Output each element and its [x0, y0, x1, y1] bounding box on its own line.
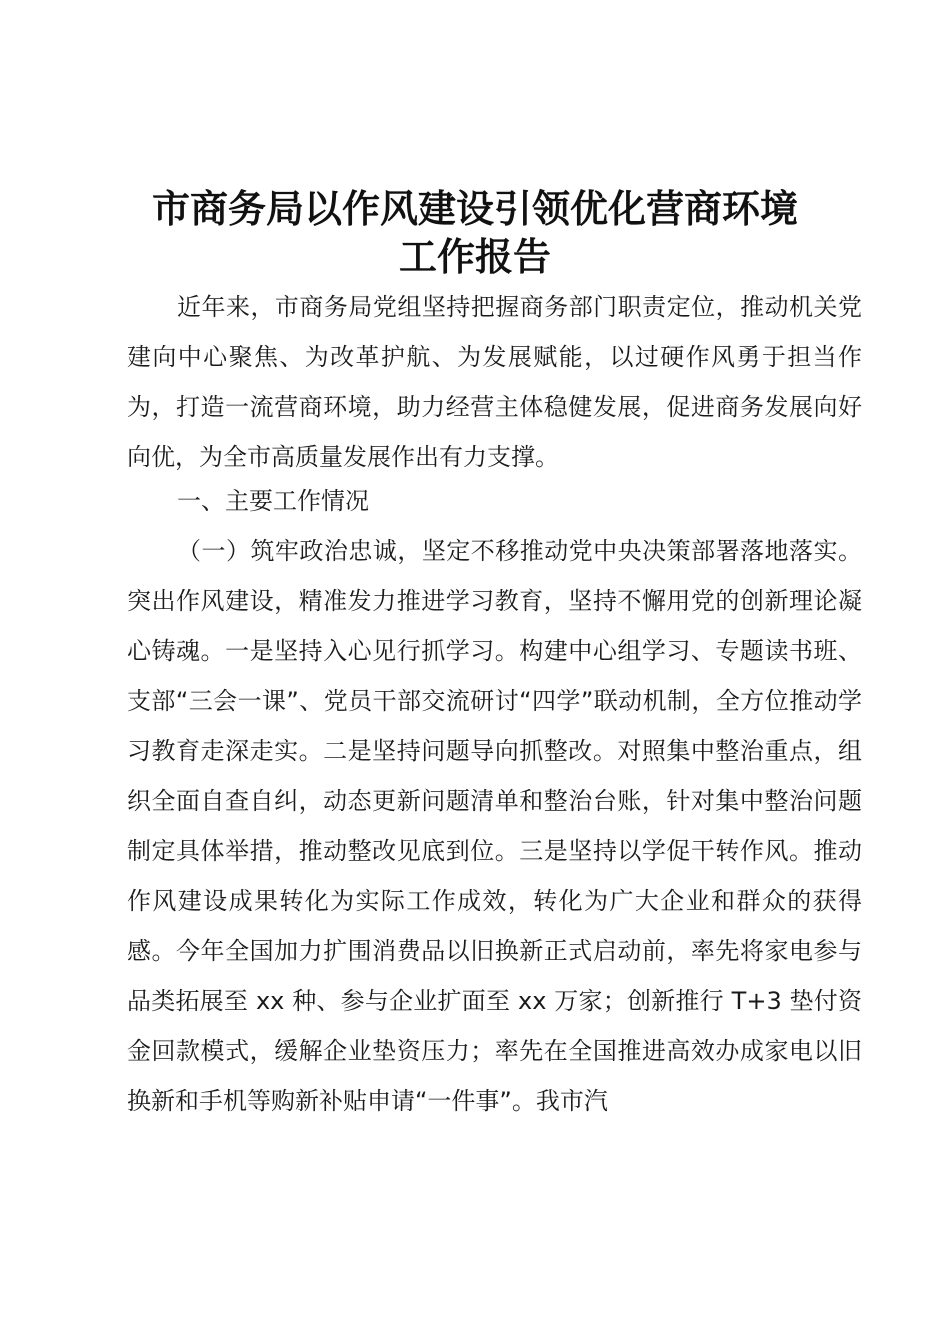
subsection-paragraph: （一）筑牢政治忠诚，坚定不移推动党中央决策部署落地落实。突出作风建设，精准发力推进学习教育，坚持不懈用党的创新理论凝心铸魂。一是坚持入心见行抓学习。构建中心组学习、专题读书班、支部“三会一课”、党员干部交流研讨“四学”联动机制，全方位推动学习教育走深走实。二是坚持问题导向抓整改。对照集中整治重点，组织全面自查自纠，动态更新问题清单和整治台账，针对集中整治问题制定具体举措，推动整改见底到位。三是坚持以学促干转作风。推动作风建设成果转化为实际工作成效，转化为广大企业和群众的获得感。今年全国加力扩围消费品以旧换新正式启动前，率先将家电参与品类拓展至 xx 种、参与企业扩面至 xx 万家；创新推行 T+3 垫付资金回款模式，缓解企业垫资压力；率先在全国推进高效办成家电以旧换新和手机等购新补贴申请“一件事”。我市汽: [127, 537, 862, 1115]
intro-paragraph: 近年来，市商务局党组坚持把握商务部门职责定位，推动机关党建向中心聚焦、为改革护航、为发展赋能，以过硬作风勇于担当作为，打造一流营商环境，助力经营主体稳健发展，促进商务发展向好向优，为全市高质量发展作出有力支撑。: [127, 293, 862, 471]
section-heading: 一、主要工作情况: [177, 487, 369, 515]
document-title-line-1: 市商务局以作风建设引领优化营商环境: [151, 186, 798, 231]
document-title-line-2: 工作报告: [398, 234, 551, 279]
